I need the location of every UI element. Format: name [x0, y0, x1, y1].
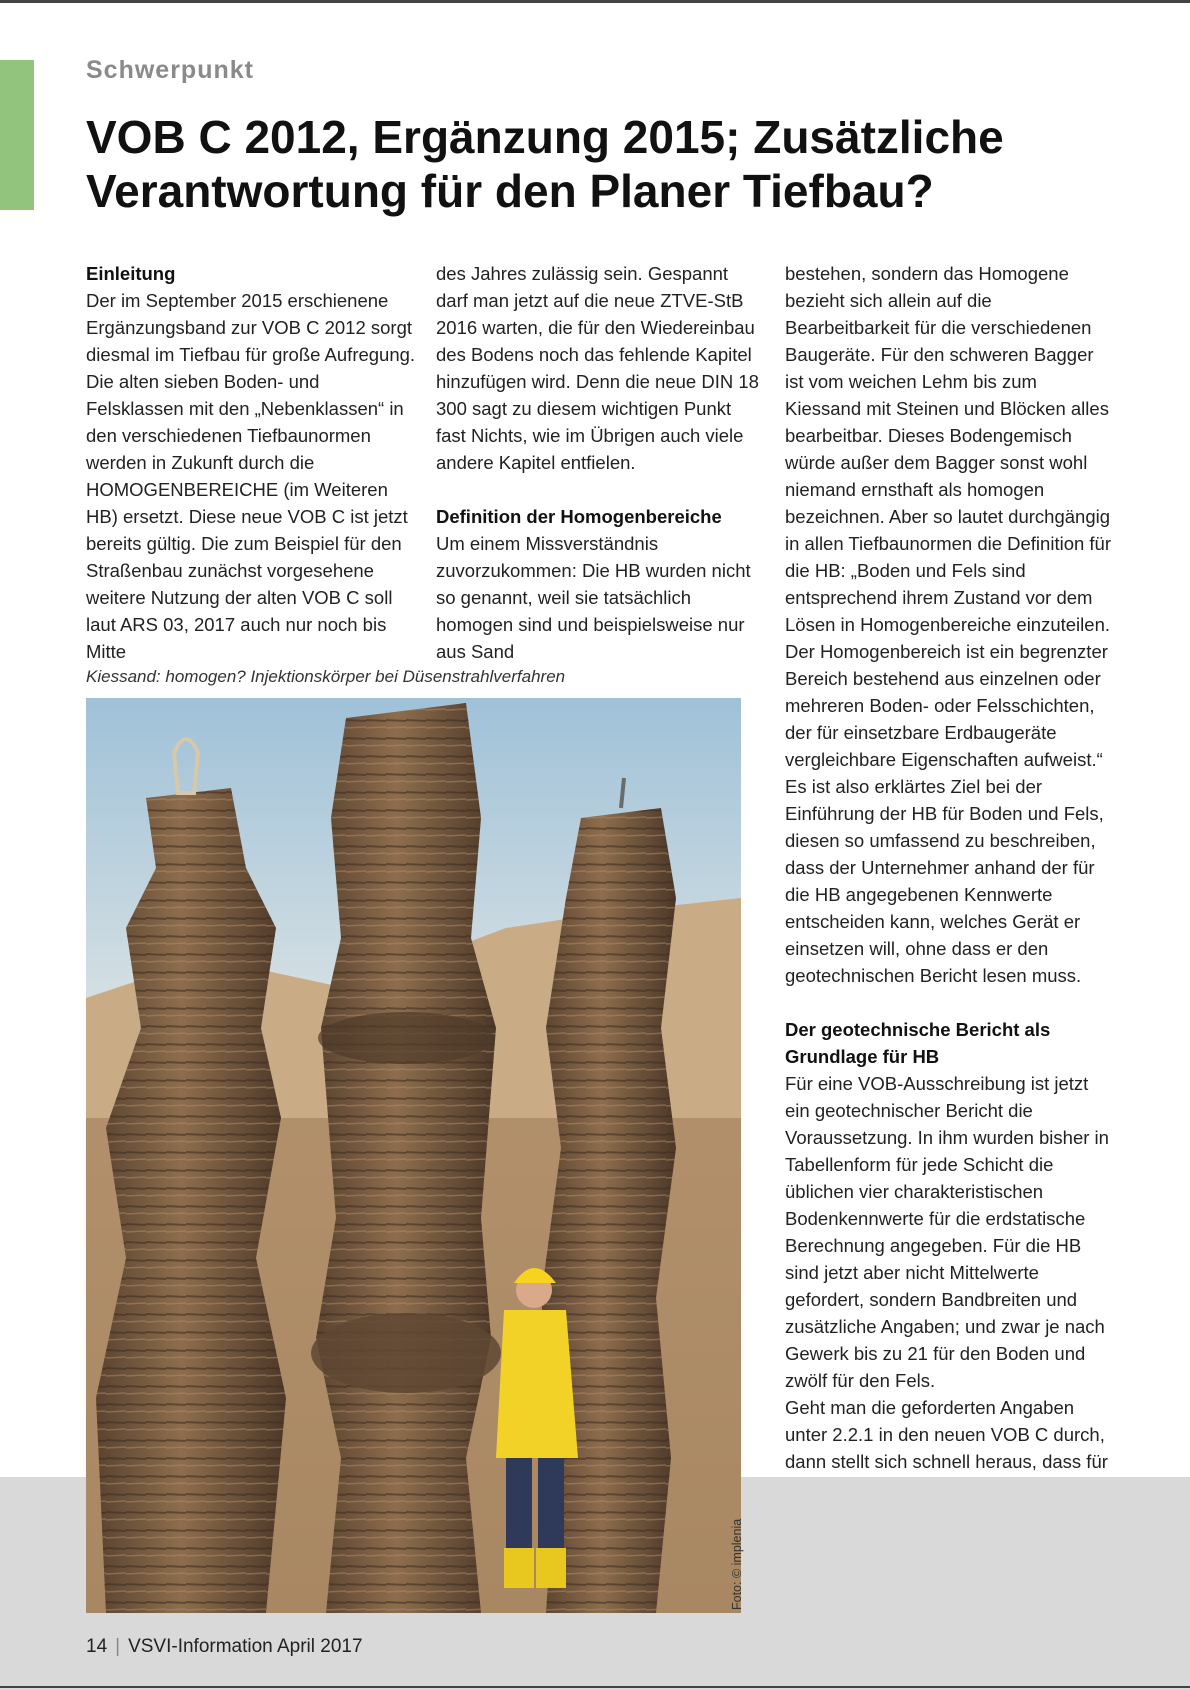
bottom-rule [0, 1686, 1190, 1688]
heading-einleitung: Einleitung [86, 263, 176, 284]
paragraph-continuation: des Jahres zulässig sein. Gespannt darf man jetzt auf die neue ZTVE-StB 2016 warten, die für den Wiedereinbau des Bodens noch das fehlende Kapitel hinzufügen wird. Denn die neue DIN 18 300 sagt zu diesem wichtigen Punkt fast Nichts, wie im Übrigen auch viele andere Kapitel entfielen. [436, 263, 759, 473]
paragraph-intro: Der im September 2015 erschienene Ergänzungsband zur VOB C 2012 sorgt diesmal im Tiefbau für große Aufregung. Die alten sieben Boden- und Felsklassen mit den „Nebenklassen“ in den verschiedenen Tiefbaunormen werden in Zukunft durch die HOMOGENBEREICHE (im Weiteren HB) ersetzt. Diese neue VOB C ist jetzt bereits gültig. Die zum Beispiel für den Straßenbau zunächst vorgesehene weitere Nutzung der alten VOB C soll laut ARS 03, 2017 auch nur noch bis Mitte [86, 290, 416, 662]
column-1 [86, 260, 416, 665]
heading-definition: Definition der Homogenbereiche [436, 506, 722, 527]
photo-credit: Foto: © implenia [730, 1518, 744, 1610]
column-3 [785, 260, 1115, 1475]
paragraph-ziel: Es ist also erklärtes Ziel bei der Einführung der HB für Boden und Fels, diesen so umfassend zu beschreiben, dass der Unternehmer anhand der für die HB angegebenen Kennwerte entscheiden kann, welches Gerät er einsetzen will, ohne dass er den geotechnischen Bericht lesen muss. [785, 776, 1104, 986]
section-accent-bar [0, 60, 34, 210]
page-footer [86, 1636, 363, 1658]
page-number: 14 [86, 1636, 108, 1657]
top-rule [0, 0, 1190, 3]
paragraph-bericht: Für eine VOB-Ausschreibung ist jetzt ein geotechnischer Bericht die Voraussetzung. In ihm wurden bisher in Tabellenform für jede Schicht die üblichen vier charakteristischen Bodenkennwerte für die erdstatische Berechnung angegeben. Für die HB sind jetzt aber nicht Mittelwerte gefordert, sondern Bandbreiten und zusätzliche Angaben; und zwar je nach Gewerk bis zu 21 für den Boden und zwölf für den Fels. [785, 1073, 1109, 1391]
paragraph-definition: Um einem Missverständnis zuvorzukommen: Die HB wurden nicht so genannt, weil sie tatsächlich homogen sind und beispielsweise nur aus Sand [436, 533, 751, 662]
article-title: VOB C 2012, Ergänzung 2015; Zusätzliche Verantwortung für den Planer Tiefbau? [86, 111, 1004, 217]
column-2 [436, 260, 760, 665]
jet-grouting-photo [86, 698, 741, 1613]
heading-geotechnischer-bericht: Der geotechnische Bericht als Grundlage für HB [785, 1019, 1051, 1067]
publication-name: VSVI-Information April 2017 [128, 1636, 363, 1657]
paragraph-homogen: bestehen, sondern das Homogene bezieht sich allein auf die Bearbeitbarkeit für die verschiedenen Baugeräte. Für den schweren Bagger ist vom weichen Lehm bis zum Kiessand mit Steinen und Blöcken alles bearbeitbar. Dieses Bodengemisch würde außer dem Bagger sonst wohl niemand ernsthaft als homogen bezeichnen. Aber so lautet durchgängig in allen Tiefbaunormen die Definition für die HB: „Boden und Fels sind entsprechend ihrem Zustand vor dem Lösen in Homogenbereiche einzuteilen. Der Homogenbereich ist ein begrenzter Bereich bestehend aus einzelnen oder mehreren Boden- oder Felsschichten, der für einsetzbare Erdbaugeräte vergleichbare Eigenschaften aufweist.“ [785, 263, 1111, 770]
footer-separator: | [115, 1636, 121, 1657]
figure-caption: Kiessand: homogen? Injektionskörper bei Düsenstrahlverfahren [86, 667, 566, 686]
paragraph-angaben: Geht man die geforderten Angaben unter 2.2.1 in den neuen VOB C durch, dann stellt sich schnell heraus, dass für [785, 1397, 1108, 1472]
section-label: Schwerpunkt [86, 56, 254, 84]
